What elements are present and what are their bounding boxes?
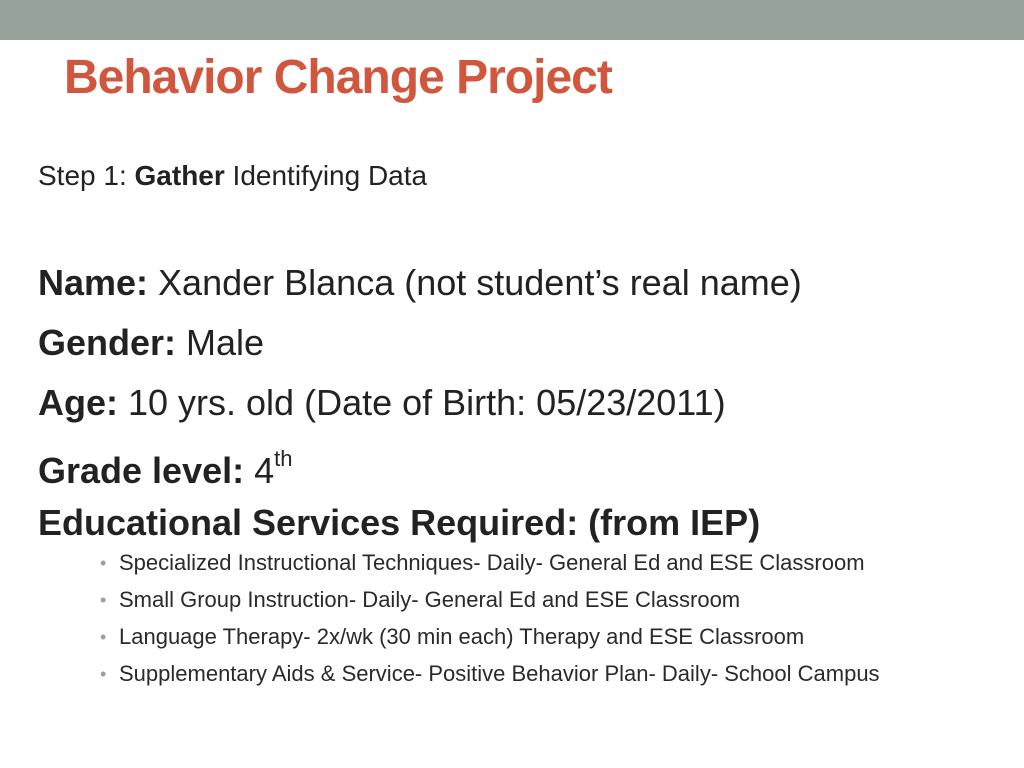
field-age-value: 10 yrs. old (Date of Birth: 05/23/2011) bbox=[118, 382, 726, 423]
list-item bbox=[100, 548, 1000, 578]
field-gender-label: Gender: bbox=[38, 322, 177, 363]
student-info-fields bbox=[38, 261, 998, 561]
bullet-icon: • bbox=[100, 664, 107, 684]
field-name bbox=[38, 261, 998, 321]
service-text: Language Therapy- 2x/wk (30 min each) Therapy and ESE Classroom bbox=[119, 624, 805, 649]
field-age bbox=[38, 381, 998, 441]
bullet-icon: • bbox=[100, 553, 107, 573]
service-text: Small Group Instruction- Daily- General Ed and ESE Classroom bbox=[119, 587, 741, 612]
list-item bbox=[100, 585, 1000, 615]
field-grade-level-value: 4 bbox=[244, 450, 275, 491]
field-name-label: Name: bbox=[38, 262, 149, 303]
service-text: Supplementary Aids & Service- Positive Behavior Plan- Daily- School Campus bbox=[119, 661, 880, 686]
top-accent-bar bbox=[0, 0, 1024, 40]
field-grade-level-label: Grade level: bbox=[38, 450, 245, 491]
field-gender bbox=[38, 321, 998, 381]
step-prefix: Step 1: bbox=[38, 160, 135, 191]
step-bold-word: Gather bbox=[134, 160, 225, 191]
field-grade-level bbox=[38, 441, 998, 501]
field-gender-value: Male bbox=[176, 322, 265, 363]
step-suffix: Identifying Data bbox=[224, 160, 428, 191]
field-grade-level-superscript: th bbox=[274, 446, 293, 471]
field-educational-services-label: Educational Services Required: (from IEP) bbox=[38, 502, 761, 543]
service-text: Specialized Instructional Techniques- Daily- General Ed and ESE Classroom bbox=[119, 550, 865, 575]
field-age-label: Age: bbox=[38, 382, 118, 423]
bullet-icon: • bbox=[100, 590, 107, 610]
step-heading bbox=[38, 160, 427, 192]
field-name-value: Xander Blanca (not student’s real name) bbox=[148, 262, 802, 303]
list-item bbox=[100, 622, 1000, 652]
services-list bbox=[100, 548, 1000, 696]
bullet-icon: • bbox=[100, 627, 107, 647]
slide-title: Behavior Change Project bbox=[64, 51, 612, 104]
list-item bbox=[100, 659, 1000, 689]
